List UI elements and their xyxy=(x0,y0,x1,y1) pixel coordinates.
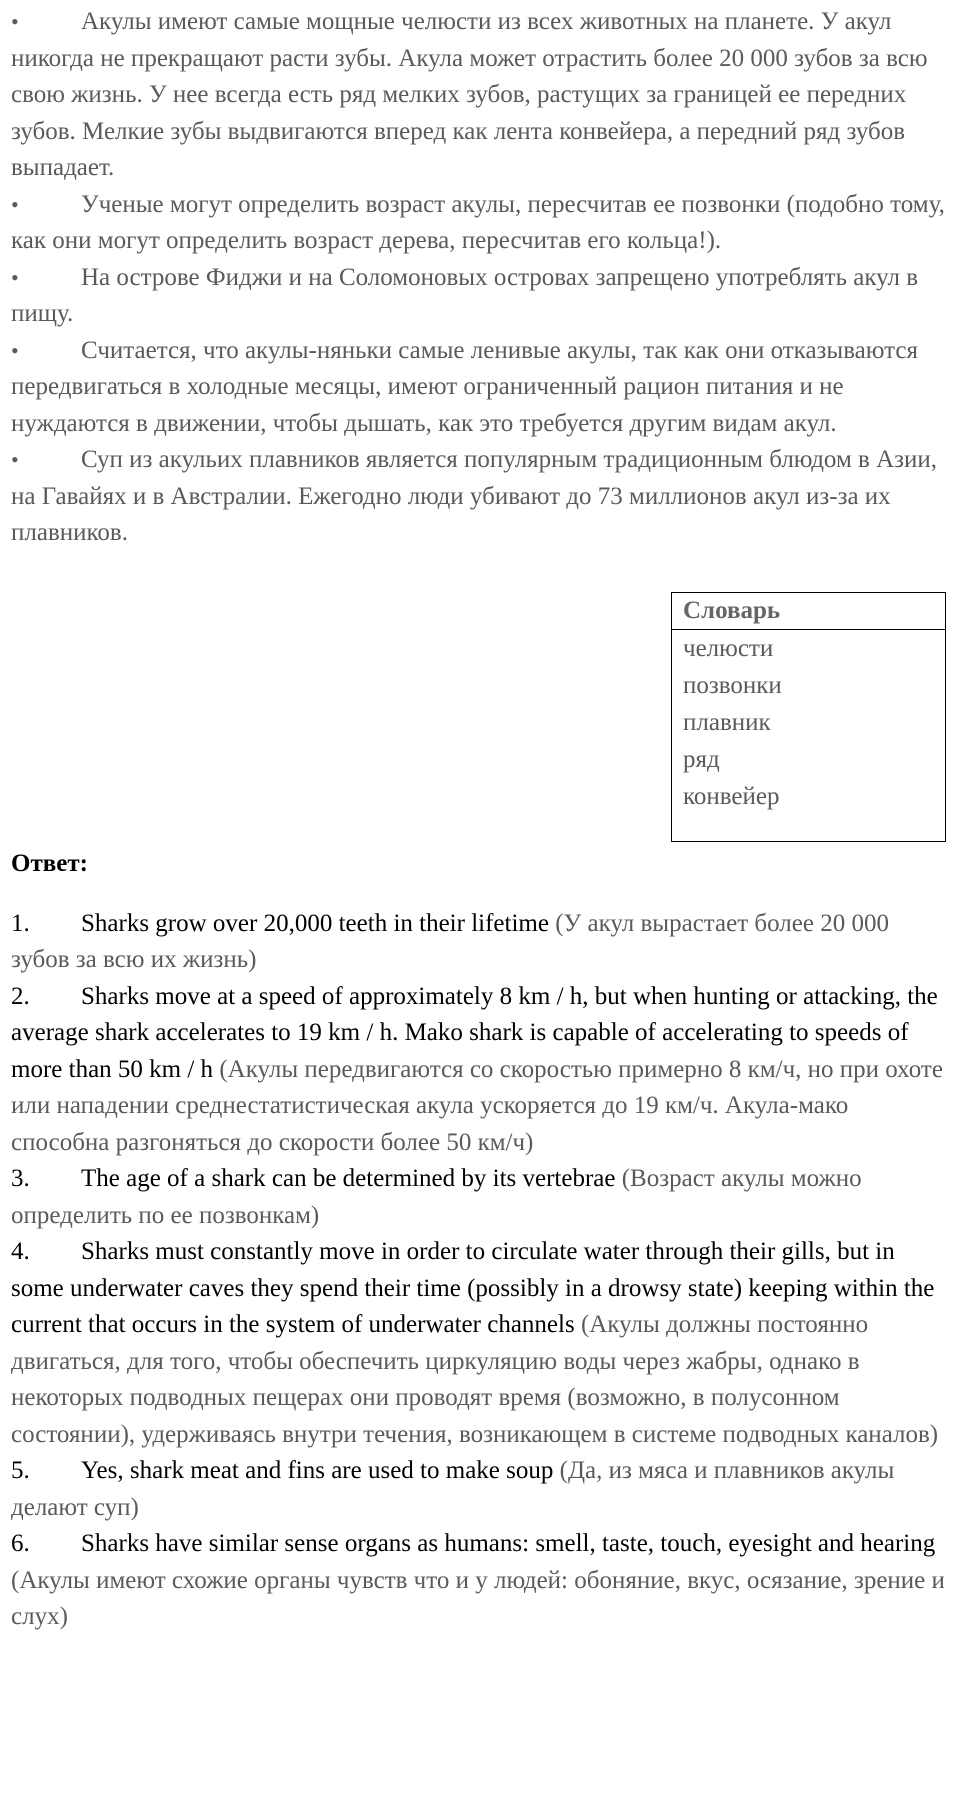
answer-english: Sharks grow over 20,000 teeth in their lifetime xyxy=(81,909,549,937)
fact-item xyxy=(11,442,951,552)
answer-item xyxy=(11,1526,951,1636)
vocabulary-word: ряд xyxy=(683,745,720,773)
fact-item xyxy=(11,333,951,443)
bullet-marker: • xyxy=(11,191,19,217)
answer-translation: (Акулы должны постоянно двигаться, для того, чтобы обеспечить циркуляцию воды через жабры, однако в некоторых подводных пещерах они проводят время (возможно, в полусонном состоянии), удерживаясь внутри течения, возникающем в системе подводных каналов) xyxy=(11,1311,939,1448)
answer-number: 2. xyxy=(11,982,30,1010)
fact-text: Суп из акульих плавников является популярным традиционным блюдом в Азии, на Гавайях и в Австралии. Ежегодно люди убивают до 73 миллионов акул из-за их плавников. xyxy=(11,446,938,546)
answer-translation: (У акул вырастает более 20 000 зубов за всю их жизнь) xyxy=(11,909,889,973)
fact-item xyxy=(11,187,951,260)
answer-heading: Ответ: xyxy=(11,849,88,877)
bullet-marker: • xyxy=(11,337,19,363)
answer-number: 1. xyxy=(11,909,30,937)
answer-english: Sharks have similar sense organs as humans: smell, taste, touch, eyesight and hearing xyxy=(81,1530,936,1557)
answer-number: 6. xyxy=(11,1530,30,1557)
vocabulary-list xyxy=(672,630,945,815)
vocabulary-box xyxy=(671,592,946,842)
vocabulary-word: плавник xyxy=(683,708,771,736)
document-page xyxy=(11,4,951,1636)
vocabulary-section xyxy=(11,592,951,844)
fact-item xyxy=(11,260,951,333)
answer-english: Sharks move at a speed of approximately 8 km / h, but when hunting or attacking, the average shark accelerates to 19 km / h. Mako shark is capable of accelerating to speeds of more than 50 km / h xyxy=(11,982,938,1083)
answer-english: Sharks must constantly move in order to circulate water through their gills, but in some underwater caves they spend their time (possibly in a drowsy state) keeping within the current that occurs in the system of underwater channels xyxy=(11,1238,935,1338)
fact-text: На острове Фиджи и на Соломоновых островах запрещено употреблять акул в пищу. xyxy=(11,263,919,327)
vocabulary-word: позвонки xyxy=(683,671,782,699)
answer-item xyxy=(11,979,951,1162)
bullet-marker: • xyxy=(11,9,19,34)
answer-item xyxy=(11,1161,951,1234)
fact-item xyxy=(11,4,951,187)
answer-translation: (Акулы имеют схожие органы чувств что и у людей: обоняние, вкус, осязание, зрение и слух) xyxy=(11,1566,945,1630)
bullet-marker: • xyxy=(11,447,19,472)
answer-english: The age of a shark can be determined by its vertebrae xyxy=(81,1165,616,1192)
answer-number: 3. xyxy=(11,1165,30,1192)
answer-translation: (Да, из мяса и плавников акулы делают суп) xyxy=(11,1457,895,1521)
fact-text: Акулы имеют самые мощные челюсти из всех животных на планете. У акул никогда не прекращают расти зубы. Акула может отрастить более 20 000 зубов за всю свою жизнь. У нее всегда есть ряд мелких зубов, растущих за границей ее передних зубов. Мелкие зубы выдвигаются вперед как лента конвейера, а передний ряд зубов выпадает. xyxy=(11,8,928,181)
facts-list xyxy=(11,4,951,552)
answer-item xyxy=(11,1234,951,1453)
fact-text: Ученые могут определить возраст акулы, пересчитав ее позвонки (подобно тому, как они могут определить возраст дерева, пересчитав его кольца!). xyxy=(11,190,945,254)
bullet-marker: • xyxy=(11,264,19,290)
answer-translation: (Возраст акулы можно определить по ее позвонкам) xyxy=(11,1165,862,1229)
answer-translation: (Акулы передвигаются со скоростью примерно 8 км/ч, но при охоте или нападении среднестатистическая акула ускоряется до 19 км/ч. Акула-мако способна разгоняться до скорости более 50 км/ч) xyxy=(11,1055,943,1156)
vocabulary-title: Словарь xyxy=(672,593,945,630)
vocabulary-word: конвейер xyxy=(683,782,780,810)
fact-text: Считается, что акулы-няньки самые ленивые акулы, так как они отказываются передвигаться в холодные месяцы, имеют ограниченный рацион питания и не нуждаются в движении, чтобы дышать, как это требуется другим видам акул. xyxy=(11,336,918,437)
answer-english: Yes, shark meat and fins are used to make soup xyxy=(81,1457,554,1484)
answer-item xyxy=(11,1453,951,1526)
answers-list xyxy=(11,906,951,1636)
answer-item xyxy=(11,906,951,979)
answer-number: 5. xyxy=(11,1457,30,1484)
answer-number: 4. xyxy=(11,1238,30,1265)
vocabulary-word: челюсти xyxy=(683,634,774,662)
